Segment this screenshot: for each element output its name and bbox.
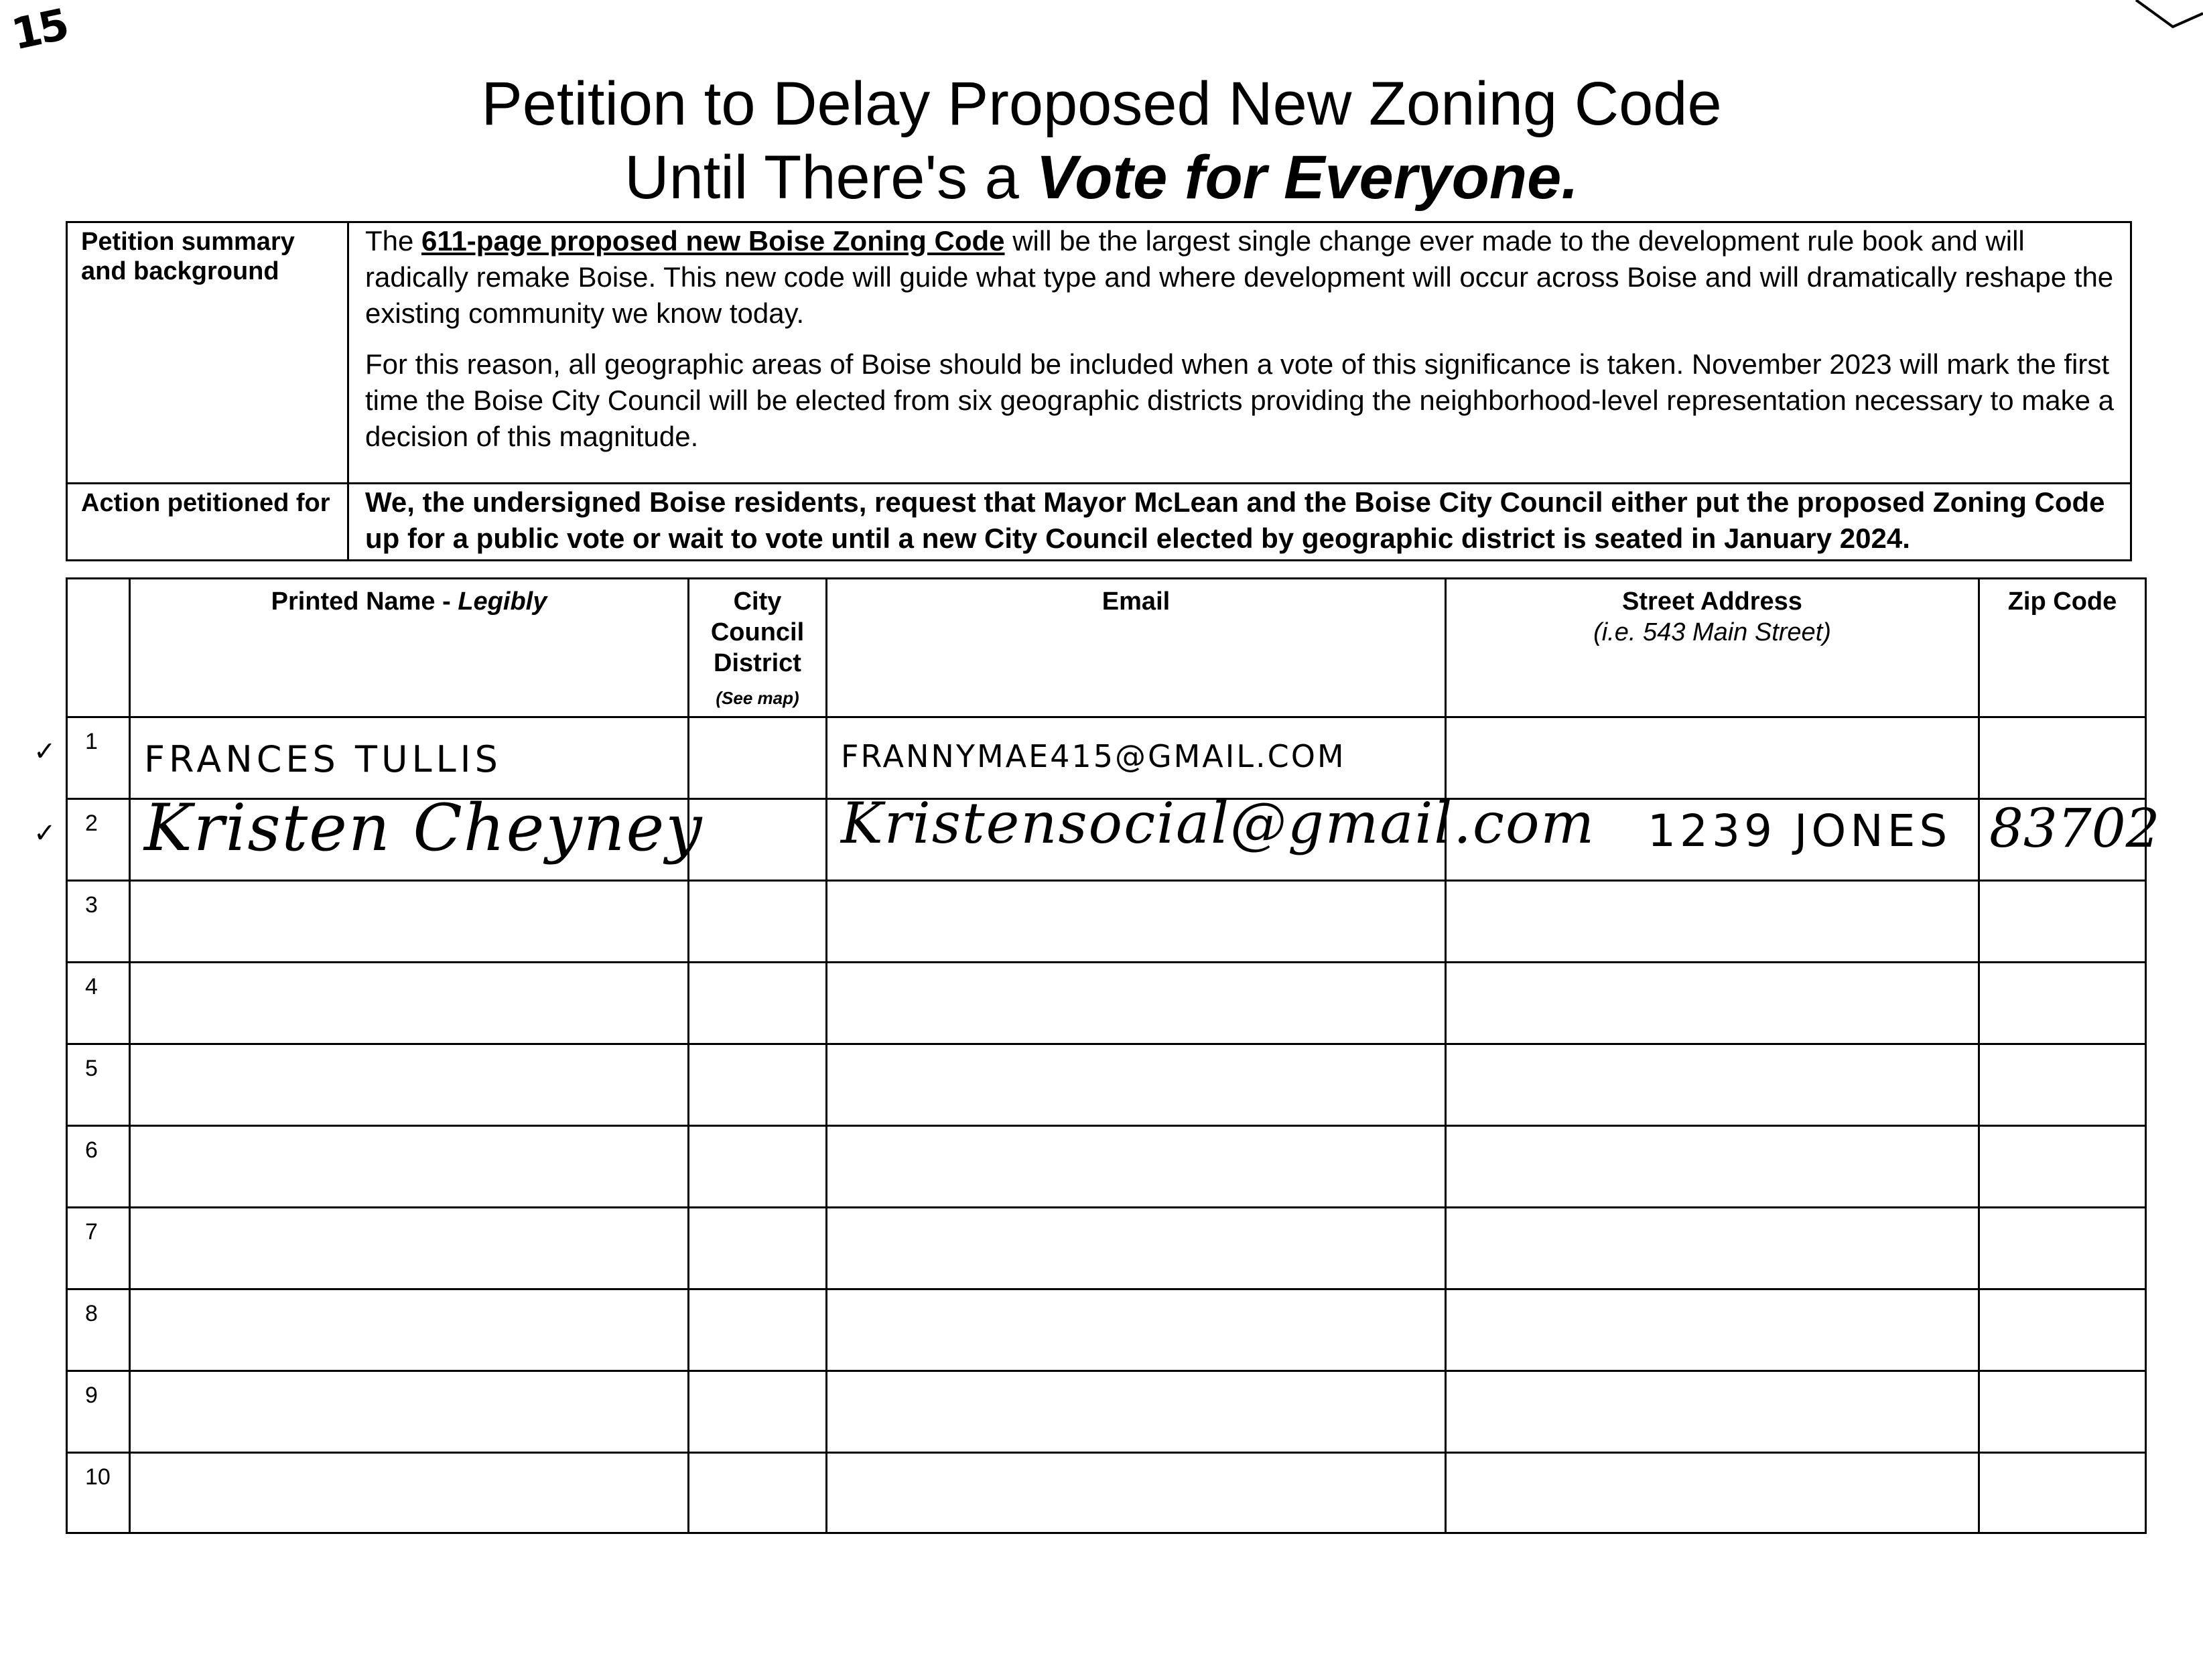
page-number: 15 <box>7 0 71 60</box>
address-cell[interactable] <box>1447 1290 1980 1370</box>
title-line-2-emphasis: Vote for Everyone. <box>1036 143 1579 212</box>
row-number: 5 <box>85 1056 98 1081</box>
signature-row <box>68 963 2145 1045</box>
signer-email: Kristensocial@gmail.com <box>841 790 1596 856</box>
district-cell[interactable] <box>689 1290 827 1370</box>
signature-table <box>66 577 2160 1534</box>
header-address-note: (i.e. 543 Main Street) <box>1593 618 1831 646</box>
name-cell[interactable] <box>131 718 689 798</box>
row-number-cell <box>68 1127 131 1206</box>
header-name-label: Printed Name - <box>271 587 451 616</box>
page-title <box>0 67 2203 214</box>
name-cell[interactable] <box>131 1454 689 1533</box>
summary-paragraph-1 <box>365 223 2117 332</box>
signature-row <box>68 1290 2145 1372</box>
address-cell[interactable] <box>1447 800 1980 880</box>
header-street-address <box>1447 579 1980 716</box>
zip-cell[interactable] <box>1980 882 2145 961</box>
district-cell[interactable] <box>689 1454 827 1533</box>
address-cell[interactable] <box>1447 1208 1980 1288</box>
action-row <box>68 484 2130 559</box>
name-cell[interactable] <box>131 1290 689 1370</box>
district-cell[interactable] <box>689 718 827 798</box>
address-cell[interactable] <box>1447 1045 1980 1125</box>
signature-rows <box>68 718 2160 1533</box>
signer-email: FRANNYMAE415@GMAIL.COM <box>841 738 1346 774</box>
zip-cell[interactable] <box>1980 963 2145 1043</box>
zip-cell[interactable] <box>1980 1127 2145 1206</box>
name-cell[interactable] <box>131 1208 689 1288</box>
email-cell[interactable] <box>827 718 1447 798</box>
district-cell[interactable] <box>689 800 827 880</box>
signer-name: FRANCES TULLIS <box>144 738 502 780</box>
check-mark: ✓ <box>34 818 56 849</box>
row-number: 3 <box>85 892 98 918</box>
email-cell[interactable] <box>827 1127 1447 1206</box>
district-cell[interactable] <box>689 1045 827 1125</box>
row-number-cell <box>68 1208 131 1288</box>
signature-row <box>68 790 2160 882</box>
email-cell[interactable] <box>827 1208 1447 1288</box>
district-cell[interactable] <box>689 963 827 1043</box>
signature-table-header <box>68 579 2145 718</box>
zip-cell[interactable] <box>1980 1208 2145 1288</box>
summary-table <box>66 221 2132 561</box>
row-number: 10 <box>85 1464 111 1490</box>
header-district <box>689 579 827 716</box>
address-cell[interactable] <box>1447 718 1980 798</box>
address-cell[interactable] <box>1447 1127 1980 1206</box>
row-number-cell <box>68 1372 131 1452</box>
name-cell[interactable] <box>131 963 689 1043</box>
header-district-note: (See map) <box>716 688 799 708</box>
row-number-cell <box>68 963 131 1043</box>
email-cell[interactable] <box>827 1372 1447 1452</box>
zip-cell[interactable] <box>1980 718 2145 798</box>
name-cell[interactable] <box>131 1045 689 1125</box>
check-mark: ✓ <box>34 736 56 767</box>
summary-p1-prefix: The <box>365 225 414 257</box>
email-cell[interactable] <box>827 1454 1447 1533</box>
row-number-cell <box>68 1290 131 1370</box>
district-cell[interactable] <box>689 882 827 961</box>
email-cell[interactable] <box>827 1045 1447 1125</box>
row-number: 7 <box>85 1219 98 1245</box>
signer-name: Kristen Cheyney <box>144 790 704 865</box>
name-cell[interactable] <box>131 1127 689 1206</box>
zip-cell[interactable] <box>1980 797 2160 880</box>
zip-cell[interactable] <box>1980 1372 2145 1452</box>
summary-paragraph-2: For this reason, all geographic areas of Boise should be included when a vote of this significance is taken. November 2023 will mark the first time the Boise City Council will be elected from six geographic districts providing the neighborhood-level representation necessary to make a decision of this magnitude. <box>365 348 2114 452</box>
corner-pen-mark <box>2109 0 2203 60</box>
title-line-1: Petition to Delay Proposed New Zoning Code <box>481 70 1722 138</box>
row-number: 2 <box>85 811 98 836</box>
summary-label: Petition summary and background <box>68 223 349 482</box>
signature-row <box>68 1208 2145 1290</box>
row-number: 4 <box>85 974 98 999</box>
header-address-label: Street Address <box>1622 587 1802 616</box>
email-cell[interactable] <box>827 963 1447 1043</box>
zip-cell[interactable] <box>1980 1045 2145 1125</box>
address-cell[interactable] <box>1447 963 1980 1043</box>
header-email: Email <box>827 579 1447 716</box>
signature-row <box>68 718 2145 800</box>
title-line-2-prefix: Until There's a <box>624 143 1019 212</box>
address-cell[interactable] <box>1447 1454 1980 1533</box>
summary-body <box>349 223 2130 482</box>
row-number-cell <box>68 718 131 798</box>
email-cell[interactable] <box>827 882 1447 961</box>
row-number-cell <box>68 1045 131 1125</box>
signature-row <box>68 1045 2145 1127</box>
email-cell[interactable] <box>827 790 1596 880</box>
name-cell[interactable] <box>131 882 689 961</box>
email-cell[interactable] <box>827 1290 1447 1370</box>
name-cell[interactable] <box>131 1372 689 1452</box>
row-number-cell <box>68 882 131 961</box>
row-number: 6 <box>85 1137 98 1163</box>
address-cell[interactable] <box>1447 1372 1980 1452</box>
district-cell[interactable] <box>689 1372 827 1452</box>
name-cell[interactable] <box>131 790 704 880</box>
title-line-2 <box>0 141 2203 214</box>
row-number: 1 <box>85 729 98 754</box>
row-number-cell <box>68 1454 131 1533</box>
header-district-label: City Council District <box>710 587 805 677</box>
summary-p1-rest: will be the largest single change ever made to the development rule book and will radically remake Boise. This new code will guide what type and where development will occur across Boise and will dramatically reshape the existing community we know today. <box>365 225 2114 329</box>
header-number-cell <box>68 579 131 716</box>
district-cell[interactable] <box>689 1127 827 1206</box>
signature-row <box>68 1127 2145 1208</box>
signature-row <box>68 1372 2145 1454</box>
summary-row <box>68 223 2130 484</box>
header-printed-name <box>131 579 689 716</box>
signature-row <box>68 1454 2145 1533</box>
row-number: 9 <box>85 1383 98 1408</box>
signer-zip: 83702 <box>1989 797 2160 859</box>
signer-address: 1239 JONES <box>1648 805 1952 857</box>
row-number: 8 <box>85 1301 98 1326</box>
header-zip-code: Zip Code <box>2007 587 2117 616</box>
action-label: Action petitioned for <box>68 484 349 559</box>
action-text: We, the undersigned Boise residents, request that Mayor McLean and the Boise City Council either put the proposed Zoning Code up for a public vote or wait to vote until a new City Council elected by geographic district is seated in January 2024. <box>365 486 2105 554</box>
header-name-emphasis: Legibly <box>458 587 547 616</box>
zip-cell[interactable] <box>1980 1290 2145 1370</box>
signature-row <box>68 882 2145 963</box>
address-cell[interactable] <box>1447 882 1980 961</box>
zip-cell[interactable] <box>1980 1454 2145 1533</box>
district-cell[interactable] <box>689 1208 827 1288</box>
zoning-code-link[interactable]: 611-page proposed new Boise Zoning Code <box>421 225 1005 257</box>
row-number-cell <box>68 800 131 880</box>
